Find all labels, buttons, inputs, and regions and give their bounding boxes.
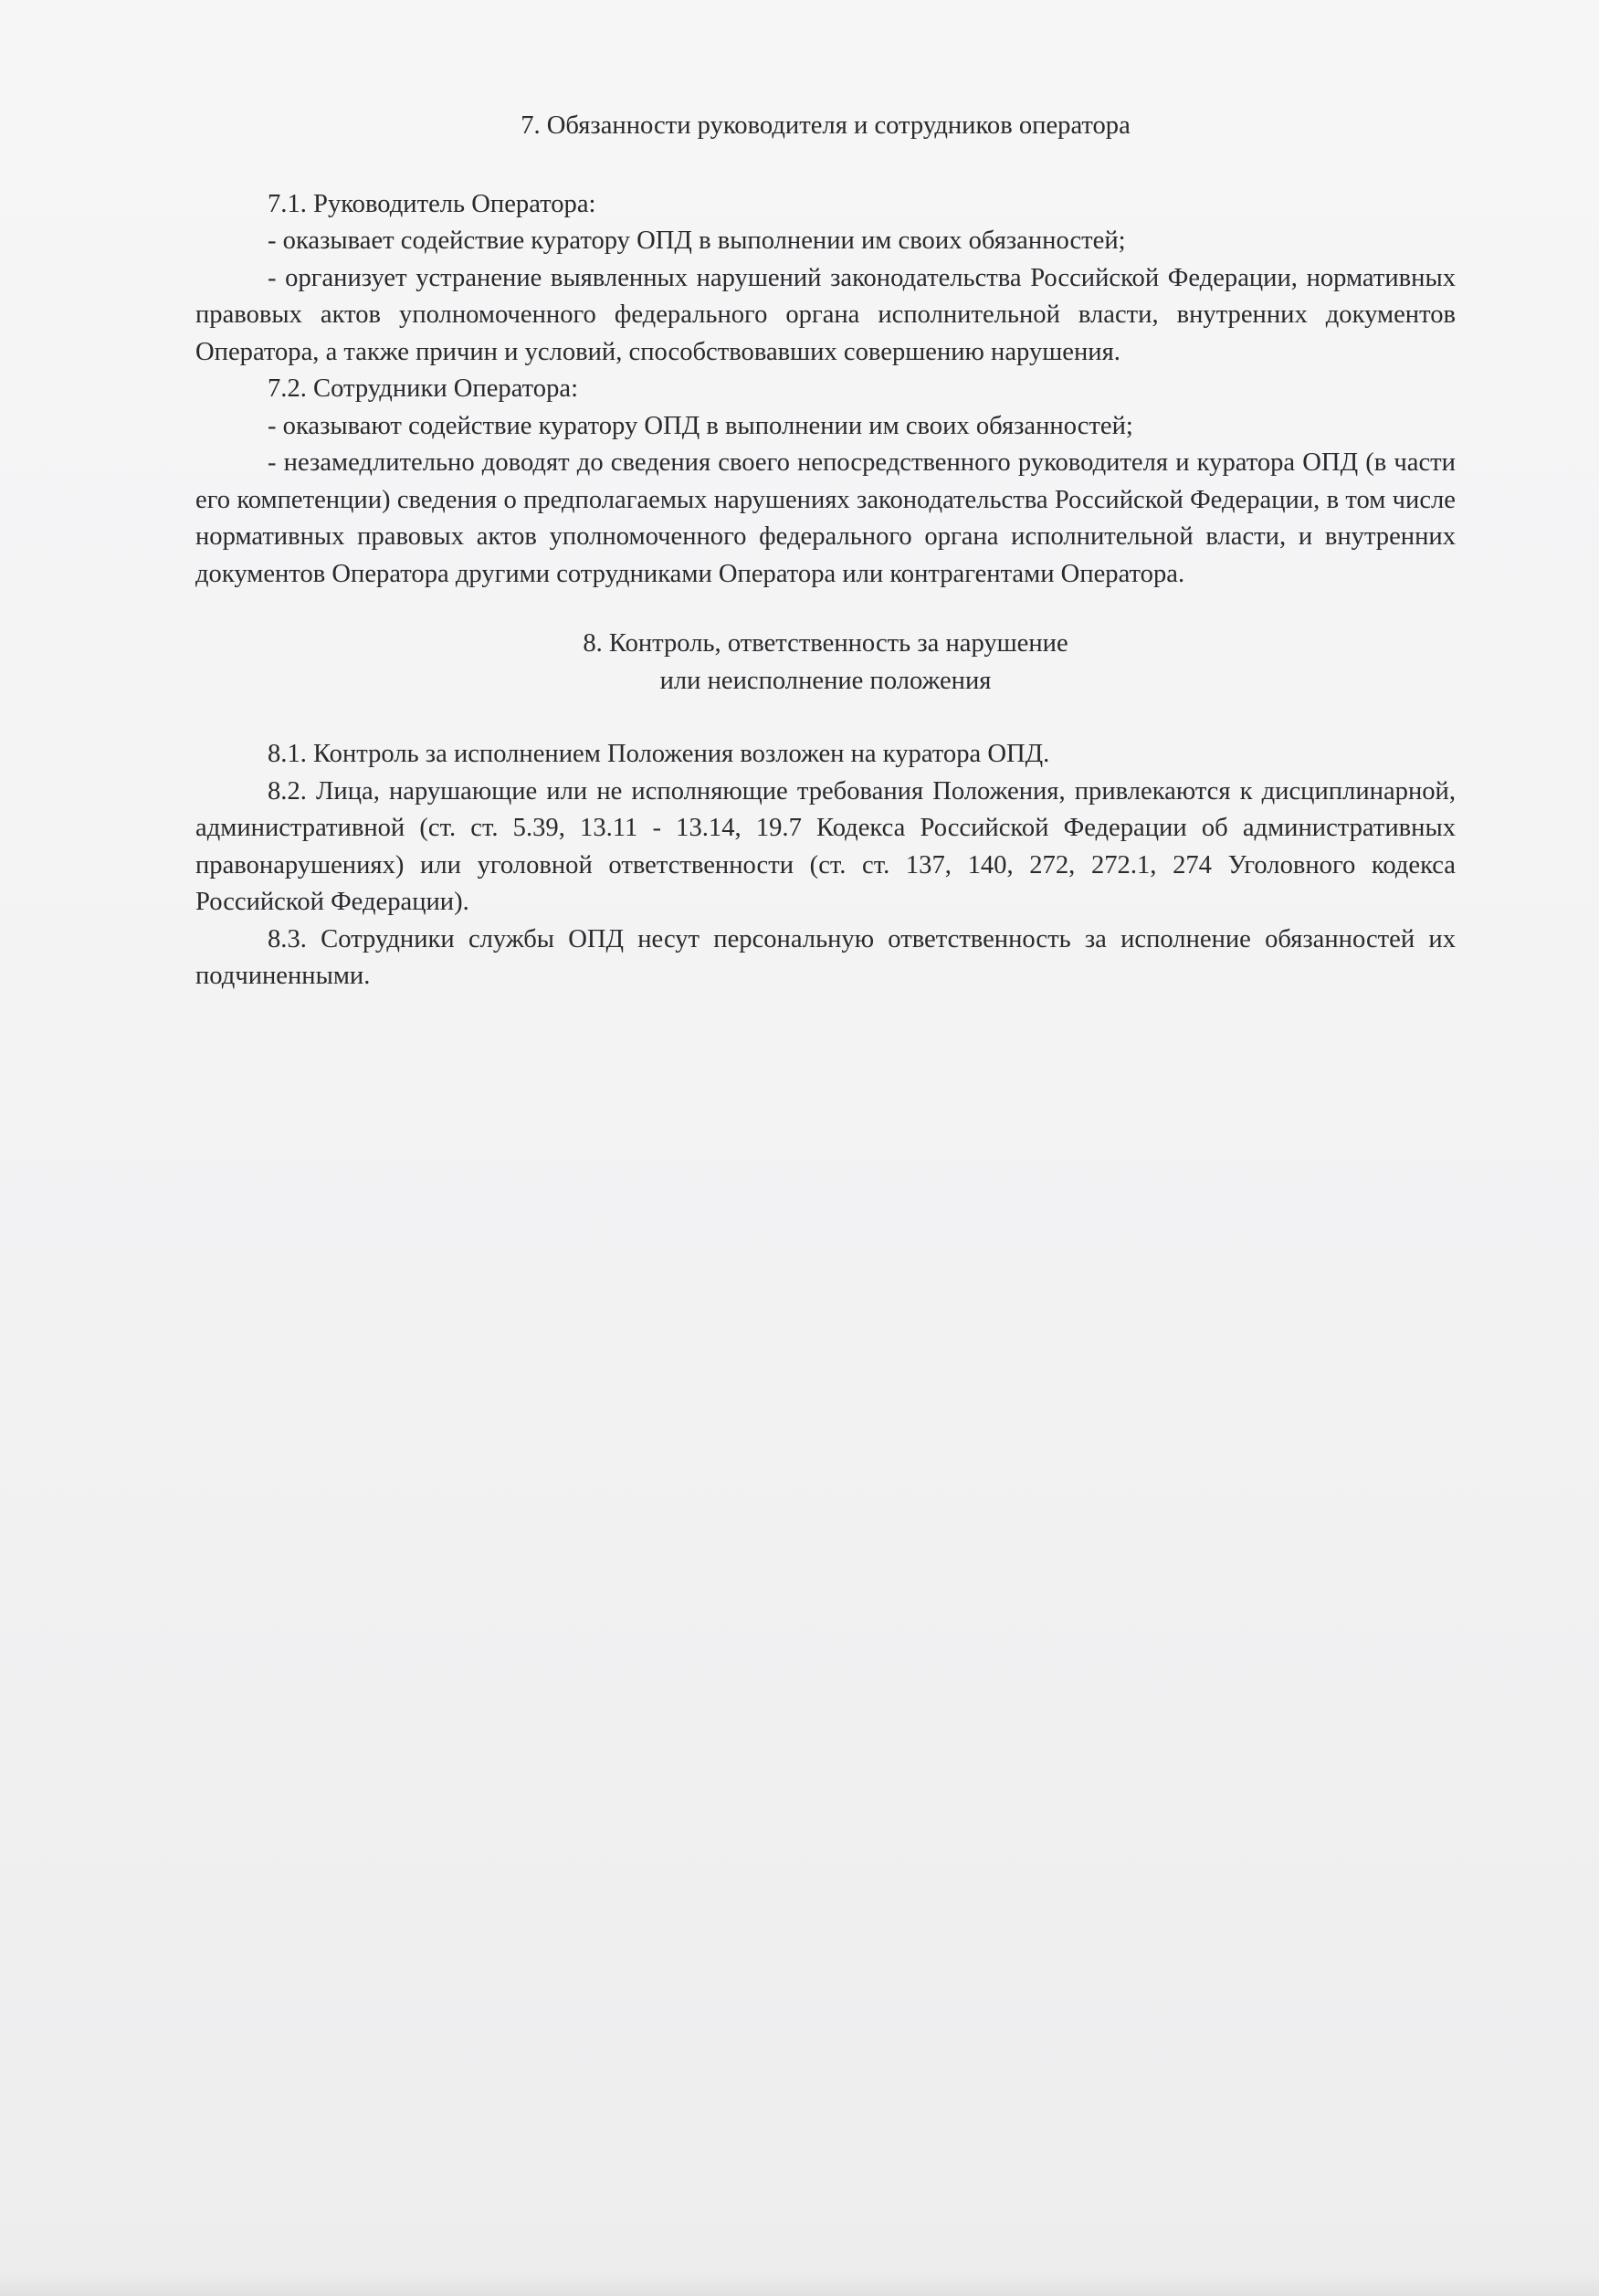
paragraph-7-1-item-1: - оказывает содействие куратору ОПД в выполнении им своих обязанностей; (268, 226, 1126, 255)
paragraph-8-1: 8.1. Контроль за исполнением Положения возложен на куратора ОПД. (268, 740, 1050, 768)
paragraph-7-1-item-2: - организует устранение выявленных нарушений законодательства Российской Федерации, нормативных правовых актов уполномоченного федерального органа исполнительной власти, внутренних документов Оператора, а также причин и условий, способствовавших совершению нарушения. (195, 263, 1456, 366)
paragraph-7-2-item-2: - незамедлительно доводят до сведения своего непосредственного руководителя и куратора ОПД (в части его компетенции) сведения о предполагаемых нарушениях законодательства Российской Федерации, в том числе нормативных правовых актов уполномоченного федерального органа исполнительной власти, и внутренних документов Оператора другими сотрудниками Оператора или контрагентами Оператора. (195, 448, 1456, 588)
page-bottom-edge (0, 2272, 1599, 2296)
section-8-heading (195, 626, 1456, 700)
section-8-heading-line-2: или неисполнение положения (659, 666, 992, 695)
paragraph-8-3: 8.3. Сотрудники службы ОПД несут персональную ответственность за исполнение обязанностей их подчиненными. (195, 924, 1456, 990)
paragraph-7-2-item-1: - оказывают содействие куратору ОПД в выполнении им своих обязанностей; (268, 411, 1133, 440)
paragraph-8-2: 8.2. Лица, нарушающие или не исполняющие требования Положения, привлекаются к дисциплинарной, административной (ст. ст. 5.39, 13.11 - 13.14, 19.7 Кодекса Российской Федерации об административных правонарушениях) или уголовной ответственности (ст. ст. 137, 140, 272, 272.1, 274 Уголовного кодекса Российской Федерации). (195, 776, 1456, 916)
section-8-heading-line-1: 8. Контроль, ответственность за нарушение (583, 629, 1068, 658)
paragraph-7-2: 7.2. Сотрудники Оператора: (268, 374, 579, 403)
paragraph-7-1: 7.1. Руководитель Оператора: (268, 189, 596, 218)
document-body (195, 108, 1456, 995)
section-7-heading: 7. Обязанности руководителя и сотрудников оператора (521, 111, 1131, 140)
